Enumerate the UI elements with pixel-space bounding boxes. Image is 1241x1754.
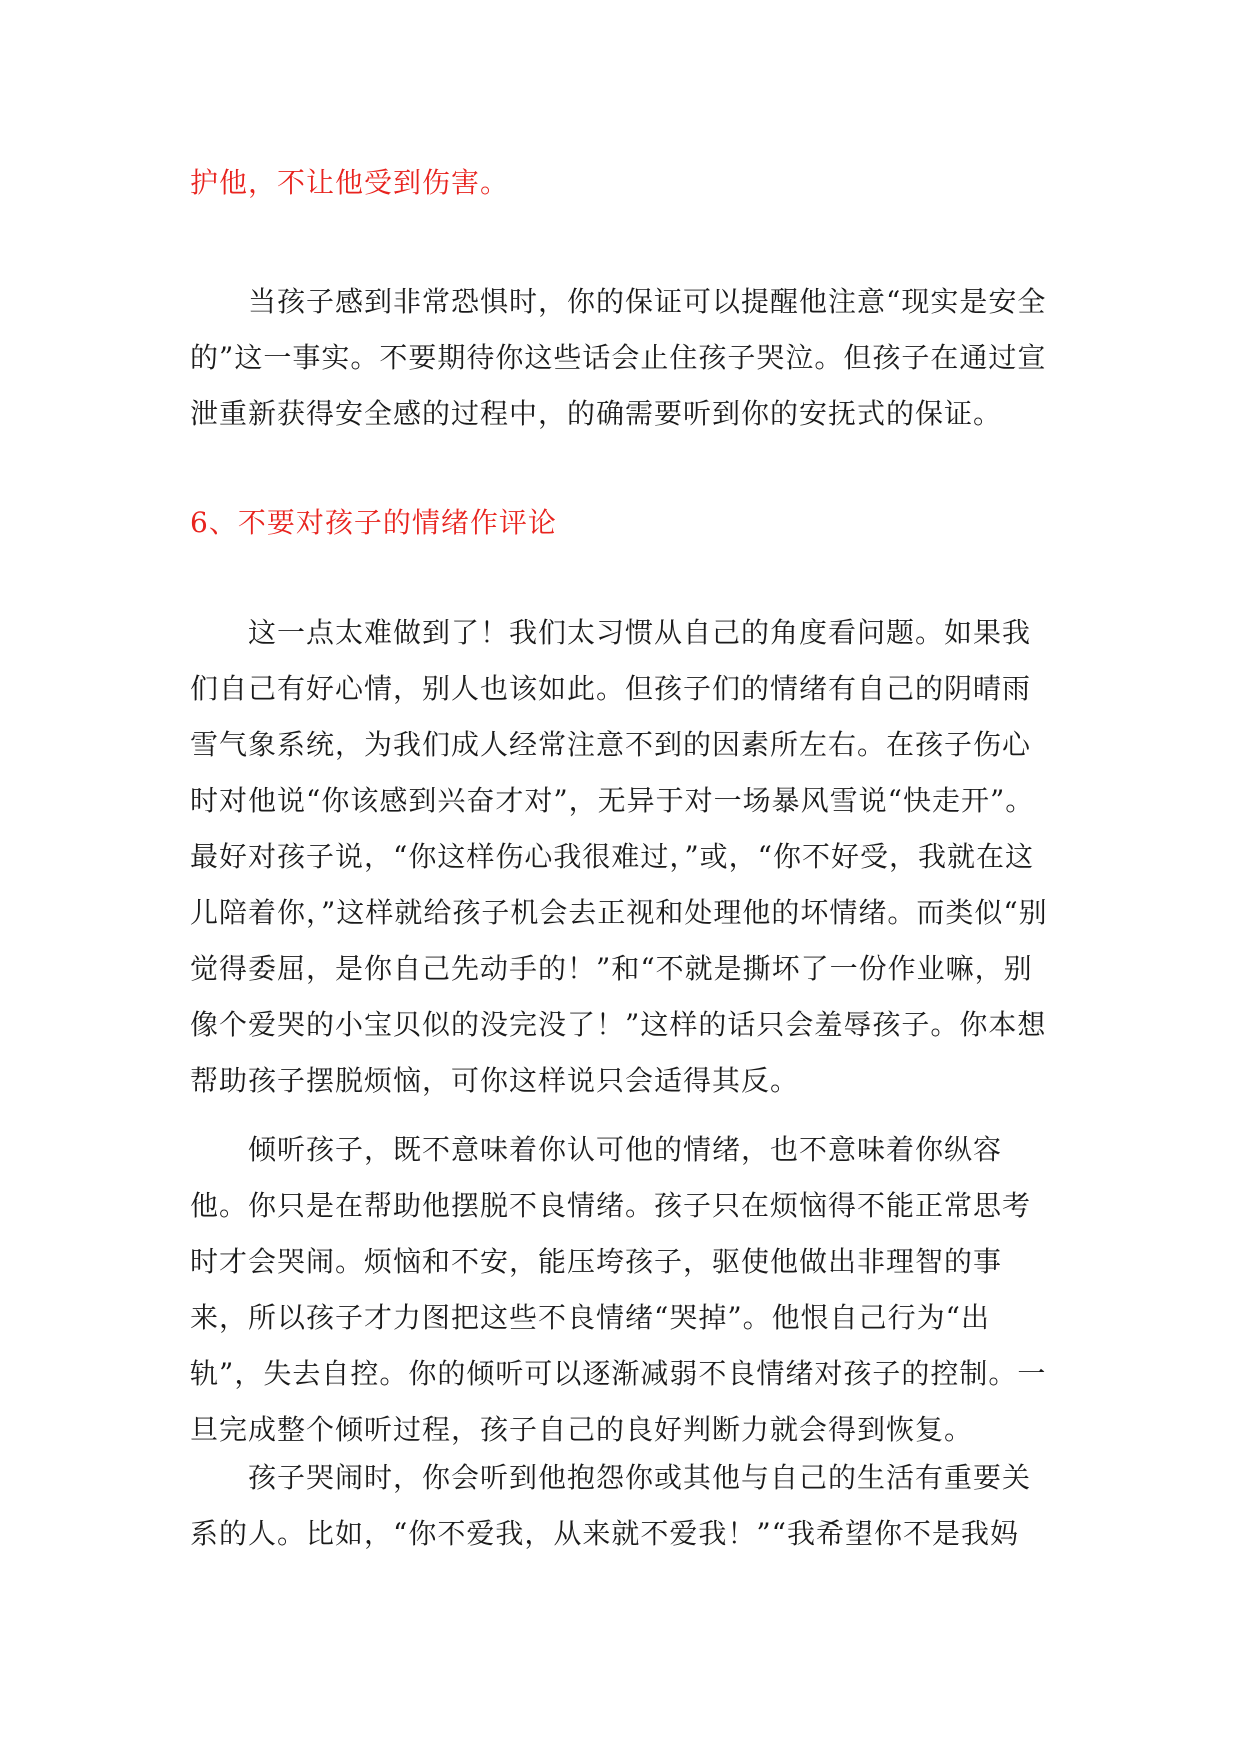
- paragraph-complaints: 孩子哭闹时，你会听到他抱怨你或其他与自己的生活有重要关系的人。比如，“你不爱我，从来就不爱我！”“我希望你不是我妈: [190, 1461, 1032, 1550]
- paragraph-listening: 倾听孩子，既不意味着你认可他的情绪，也不意味着你纵容他。你只是在帮助他摆脱不良情绪。孩子只在烦恼得不能正常思考时才会哭闹。烦恼和不安，能压垮孩子，驱使他做出非理智的事来，所以孩子才力图把这些不良情绪“哭掉”。他恨自己行为“出轨”，失去自控。你的倾听可以逐渐减弱不良情绪对孩子的控制。一旦完成整个倾听过程，孩子自己的良好判断力就会得到恢复。: [190, 1133, 1047, 1446]
- red-continuation-line: 护他，不让他受到伤害。: [190, 166, 510, 199]
- section-heading-6: 6、不要对孩子的情绪作评论: [190, 506, 557, 539]
- paragraph-reassurance: 当孩子感到非常恐惧时，你的保证可以提醒他注意“现实是安全的”这一事实。不要期待你这些话会止住孩子哭泣。但孩子在通过宣泄重新获得安全感的过程中，的确需要听到你的安抚式的保证。: [190, 285, 1047, 430]
- paragraph-no-comment: 这一点太难做到了！我们太习惯从自己的角度看问题。如果我们自己有好心情，别人也该如此。但孩子们的情绪有自己的阴晴雨雪气象系统，为我们成人经常注意不到的因素所左右。在孩子伤心时对他说“你该感到兴奋才对”，无异于对一场暴风雪说“快走开”。最好对孩子说，“你这样伤心我很难过，”或，“你不好受，我就在这儿陪着你，”这样就给孩子机会去正视和处理他的坏情绪。而类似“别觉得委屈，是你自己先动手的！”和“不就是撕坏了一份作业嘛，别像个爱哭的小宝贝似的没完没了！”这样的话只会羞辱孩子。你本想帮助孩子摆脱烦恼，可你这样说只会适得其反。: [190, 616, 1048, 1097]
